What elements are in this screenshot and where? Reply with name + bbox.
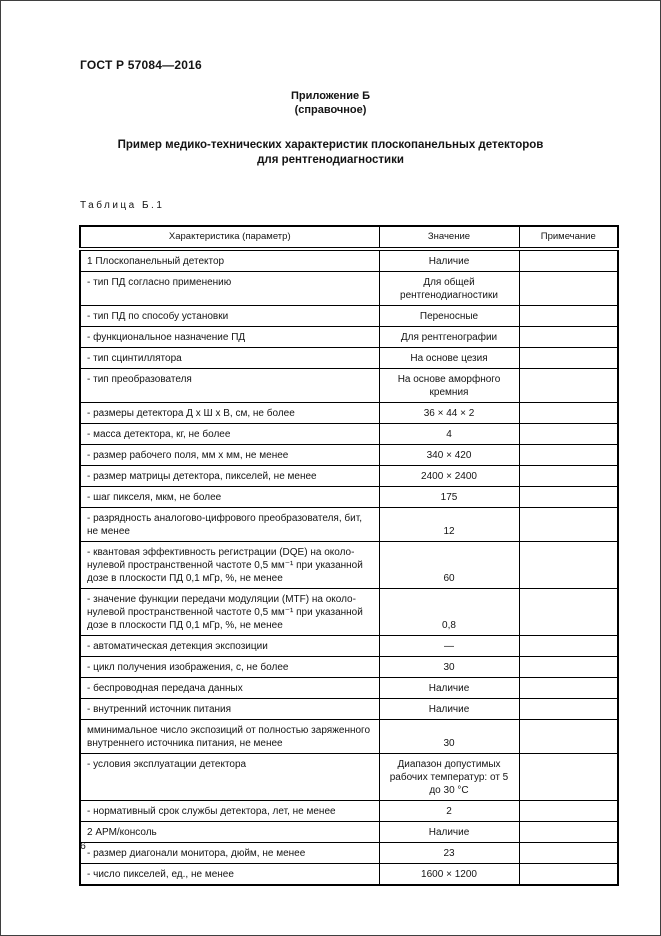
table-row — [80, 754, 618, 801]
table-row — [80, 249, 618, 272]
value-cell: 4 — [379, 424, 519, 445]
param-cell: - цикл получения изображения, с, не более — [80, 657, 379, 678]
table-row — [80, 508, 618, 542]
note-cell — [519, 466, 618, 487]
param-cell: - значение функции передачи модуляции (MTF) на около-нулевой пространственной частоте 0,5 мм⁻¹ при указанной дозе в плоскости ПД 0,1 мГр, %, не менее — [80, 589, 379, 636]
table-row — [80, 424, 618, 445]
note-cell — [519, 403, 618, 424]
header-row — [80, 226, 618, 249]
spec-table-body — [80, 249, 618, 885]
param-cell: - квантовая эффективность регистрации (DQE) на около-нулевой пространственной частоте 0,5 мм⁻¹ при указанной дозе в плоскости ПД 0,1 мГр, %, не менее — [80, 542, 379, 589]
note-cell — [519, 508, 618, 542]
table-row — [80, 542, 618, 589]
table-row — [80, 272, 618, 306]
table-row — [80, 306, 618, 327]
param-cell: - шаг пикселя, мкм, не более — [80, 487, 379, 508]
value-cell: Наличие — [379, 249, 519, 272]
value-cell: 36 × 44 × 2 — [379, 403, 519, 424]
value-cell: 12 — [379, 508, 519, 542]
spec-table — [79, 225, 619, 886]
value-cell: Переносные — [379, 306, 519, 327]
table-row — [80, 403, 618, 424]
table-row — [80, 487, 618, 508]
appendix-title: Приложение Б — [290, 90, 371, 102]
param-cell: - тип сцинтиллятора — [80, 348, 379, 369]
note-cell — [519, 369, 618, 403]
value-cell: 1600 × 1200 — [379, 864, 519, 886]
table-row — [80, 589, 618, 636]
note-cell — [519, 864, 618, 886]
table-row — [80, 327, 618, 348]
appendix-block — [1, 89, 660, 117]
note-cell — [519, 678, 618, 699]
note-cell — [519, 272, 618, 306]
value-cell: 0,8 — [379, 589, 519, 636]
table-row — [80, 822, 618, 843]
note-cell — [519, 249, 618, 272]
param-cell: - функциональное назначение ПД — [80, 327, 379, 348]
table-row — [80, 348, 618, 369]
param-cell: - размер матрицы детектора, пикселей, не менее — [80, 466, 379, 487]
param-cell: - размер диагонали монитора, дюйм, не менее — [80, 843, 379, 864]
doc-code: ГОСТ Р 57084—2016 — [80, 58, 202, 72]
value-cell: Диапазон допустимых рабочих температур: от 5 до 30 °С — [379, 754, 519, 801]
document-title-line1: Пример медико-технических характеристик плоскопанельных детекторов — [117, 139, 544, 151]
note-cell — [519, 542, 618, 589]
param-cell: 1 Плоскопанельный детектор — [80, 249, 379, 272]
param-cell: - размеры детектора Д х Ш х В, см, не более — [80, 403, 379, 424]
value-cell: — — [379, 636, 519, 657]
param-cell: - внутренний источник питания — [80, 699, 379, 720]
note-cell — [519, 487, 618, 508]
table-row — [80, 636, 618, 657]
param-cell: - масса детектора, кг, не более — [80, 424, 379, 445]
table-row — [80, 699, 618, 720]
value-cell: 2400 × 2400 — [379, 466, 519, 487]
note-cell — [519, 445, 618, 466]
table-row — [80, 720, 618, 754]
value-cell: 175 — [379, 487, 519, 508]
note-cell — [519, 720, 618, 754]
note-cell — [519, 327, 618, 348]
param-cell: - нормативный срок службы детектора, лет, не менее — [80, 801, 379, 822]
table-row — [80, 678, 618, 699]
note-cell — [519, 636, 618, 657]
value-cell: 30 — [379, 720, 519, 754]
param-cell: - тип ПД согласно применению — [80, 272, 379, 306]
table-row — [80, 466, 618, 487]
table-label: Таблица Б.1 — [80, 200, 165, 211]
param-cell: - беспроводная передача данных — [80, 678, 379, 699]
column-header-value: Значение — [379, 226, 519, 249]
value-cell: 340 × 420 — [379, 445, 519, 466]
param-cell: - число пикселей, ед., не менее — [80, 864, 379, 886]
document-title — [1, 138, 660, 168]
value-cell: Наличие — [379, 678, 519, 699]
value-cell: Наличие — [379, 822, 519, 843]
param-cell: - разрядность аналогово-цифрового преобразователя, бит, не менее — [80, 508, 379, 542]
value-cell: 2 — [379, 801, 519, 822]
param-cell: - размер рабочего поля, мм х мм, не менее — [80, 445, 379, 466]
note-cell — [519, 424, 618, 445]
appendix-subtitle: (справочное) — [294, 104, 367, 116]
table-row — [80, 445, 618, 466]
value-cell: 60 — [379, 542, 519, 589]
param-cell: - условия эксплуатации детектора — [80, 754, 379, 801]
value-cell: Для рентгенографии — [379, 327, 519, 348]
note-cell — [519, 699, 618, 720]
value-cell: Для общей рентгенодиагностики — [379, 272, 519, 306]
document-title-line2: для рентгенодиагностики — [257, 154, 404, 166]
note-cell — [519, 822, 618, 843]
value-cell: На основе аморфного кремния — [379, 369, 519, 403]
column-header-note: Примечание — [519, 226, 618, 249]
spec-table-header — [80, 226, 618, 249]
param-cell: 2 АРМ/консоль — [80, 822, 379, 843]
note-cell — [519, 754, 618, 801]
param-cell: мминимальное число экспозиций от полностью заряженного внутреннего источника питания, не менее — [80, 720, 379, 754]
table-row — [80, 864, 618, 886]
note-cell — [519, 657, 618, 678]
table-row — [80, 657, 618, 678]
note-cell — [519, 801, 618, 822]
column-header-characteristic: Характеристика (параметр) — [80, 226, 379, 249]
param-cell: - тип преобразователя — [80, 369, 379, 403]
note-cell — [519, 843, 618, 864]
value-cell: На основе цезия — [379, 348, 519, 369]
note-cell — [519, 306, 618, 327]
table-row — [80, 843, 618, 864]
value-cell: Наличие — [379, 699, 519, 720]
page-number: 6 — [80, 840, 86, 852]
value-cell: 30 — [379, 657, 519, 678]
table-row — [80, 801, 618, 822]
param-cell: - автоматическая детекция экспозиции — [80, 636, 379, 657]
value-cell: 23 — [379, 843, 519, 864]
table-row — [80, 369, 618, 403]
note-cell — [519, 589, 618, 636]
param-cell: - тип ПД по способу установки — [80, 306, 379, 327]
note-cell — [519, 348, 618, 369]
